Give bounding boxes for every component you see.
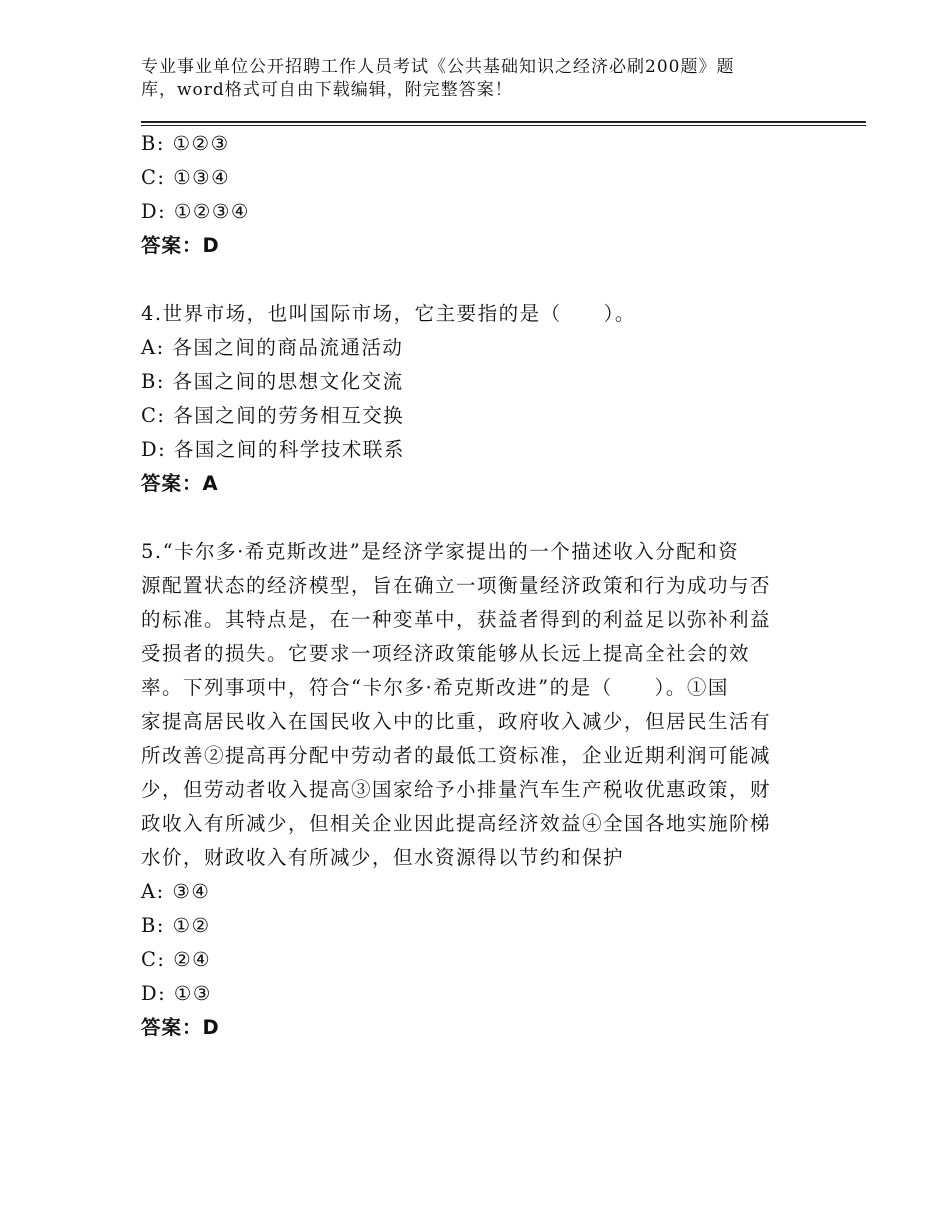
answer: 答案：D [141, 234, 220, 257]
page-header [141, 56, 801, 102]
option-label: C: [141, 948, 166, 971]
question-text-line: 源配置状态的经济模型，旨在确立一项衡量经济政策和行为成功与否 [141, 574, 772, 597]
option-label: D: [141, 200, 167, 223]
option-text: ①②③ [172, 132, 230, 155]
option-label: D: [141, 438, 167, 461]
question-4 [141, 297, 801, 501]
question-text-line: 5.“卡尔多·希克斯改进”是经济学家提出的一个描述收入分配和资 [141, 540, 740, 563]
option-d [141, 433, 801, 467]
question-3-tail [141, 127, 801, 263]
document-body [141, 127, 801, 1045]
option-text: ③④ [172, 880, 211, 903]
option-b [141, 127, 801, 161]
question-text-line: 政收入有所减少，但相关企业因此提高经济效益④全国各地实施阶梯 [141, 812, 772, 835]
answer: 答案：A [141, 472, 219, 495]
option-b [141, 365, 801, 399]
answer: 答案：D [141, 1016, 220, 1039]
option-a [141, 875, 801, 909]
question-text-line: 率。下列事项中，符合“卡尔多·希克斯改进”的是（ ）。①国 [141, 676, 729, 699]
option-label: A: [141, 880, 165, 903]
question-text-line: 家提高居民收入在国民收入中的比重，政府收入减少，但居民生活有 [141, 710, 772, 733]
option-label: C: [141, 404, 166, 427]
option-label: B: [141, 370, 165, 393]
spacer [141, 263, 801, 297]
spacer [141, 501, 801, 535]
option-text: ①③④ [173, 166, 231, 189]
option-b [141, 909, 801, 943]
question-5 [141, 535, 801, 1045]
option-text: ①② [172, 914, 211, 937]
header-title-line2: 库，word格式可自由下载编辑，附完整答案！ [141, 80, 513, 100]
option-d [141, 195, 801, 229]
question-text: 4.世界市场，也叫国际市场，它主要指的是（ ）。 [141, 302, 636, 325]
option-text: 各国之间的商品流通活动 [172, 336, 404, 359]
option-label: D: [141, 982, 167, 1005]
question-text-line: 的标准。其特点是，在一种变革中，获益者得到的利益足以弥补利益 [141, 608, 772, 631]
header-title-line1: 专业事业单位公开招聘工作人员考试《公共基础知识之经济必刷200题》题 [141, 57, 735, 77]
option-a [141, 331, 801, 365]
option-c [141, 161, 801, 195]
option-text: 各国之间的劳务相互交换 [173, 404, 405, 427]
option-c [141, 399, 801, 433]
question-text-line: 水价，财政收入有所减少，但水资源得以节约和保护 [141, 846, 625, 869]
header-rule-thin [141, 125, 866, 126]
option-label: C: [141, 166, 166, 189]
option-text: ①③ [173, 982, 212, 1005]
option-text: ①②③④ [173, 200, 250, 223]
question-text-line: 少，但劳动者收入提高③国家给予小排量汽车生产税收优惠政策，财 [141, 778, 772, 801]
option-label: A: [141, 336, 165, 359]
option-label: B: [141, 914, 165, 937]
option-d [141, 977, 801, 1011]
question-text-line: 受损者的损失。它要求一项经济政策能够从长远上提高全社会的效 [141, 642, 751, 665]
option-text: ②④ [173, 948, 212, 971]
question-text-line: 所改善②提高再分配中劳动者的最低工资标准，企业近期利润可能减 [141, 744, 772, 767]
option-c [141, 943, 801, 977]
option-label: B: [141, 132, 165, 155]
option-text: 各国之间的科学技术联系 [173, 438, 405, 461]
option-text: 各国之间的思想文化交流 [172, 370, 404, 393]
header-rule-thick [141, 121, 866, 123]
